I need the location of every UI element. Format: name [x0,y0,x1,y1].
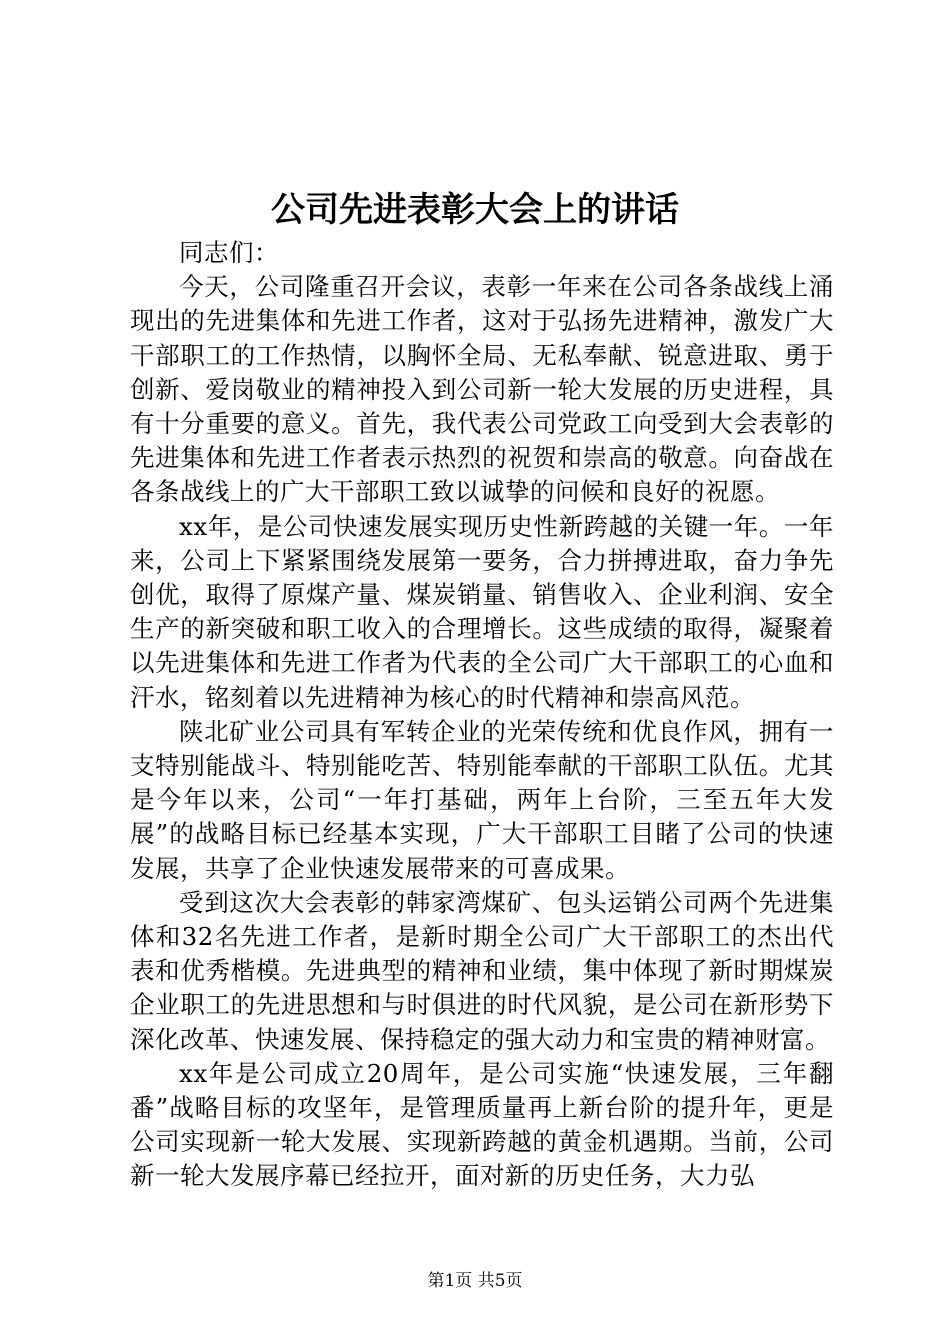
document-title: 公司先进表彰大会上的讲话 [271,190,679,230]
paragraph: 陕北矿业公司具有军转企业的光荣传统和优良作风，拥有一支特别能战斗、特别能吃苦、特别能奉献的干部职工队伍。尤其是今年以来，公司“一年打基础，两年上台阶，三至五年大发展”的战略目标已经基本实现，广大干部职工目睹了公司的快速发展，共享了企业快速发展带来的可喜成果。 [130,716,834,883]
page-number-footer: 第1页 共5页 [427,1271,523,1291]
salutation: 同志们： [179,238,279,267]
paragraph: 今天，公司隆重召开会议，表彰一年来在公司各条战线上涌现出的先进集体和先进工作者，这对于弘扬先进精神，激发广大干部职工的工作热情，以胸怀全局、无私奉献、锐意进取、勇于创新、爱岗敬业的精神投入到公司新一轮大发展的历史进程，具有十分重要的意义。首先，我代表公司党政工向受到大会表彰的先进集体和先进工作者表示热烈的祝贺和崇高的敬意。向奋战在各条战线上的广大干部职工致以诚挚的问候和良好的祝愿。 [130,272,834,507]
document-body [130,236,834,1194]
paragraph: xx年，是公司快速发展实现历史性新跨越的关键一年。一年来，公司上下紧紧围绕发展第一要务，合力拼搏进取，奋力争先创优，取得了原煤产量、煤炭销量、销售收入、企业利润、安全生产的新突破和职工收入的合理增长。这些成绩的取得，凝聚着以先进集体和先进工作者为代表的全公司广大干部职工的心血和汗水，铭刻着以先进精神为核心的时代精神和崇高风范。 [130,511,834,712]
paragraph: xx年是公司成立20周年，是公司实施“快速发展，三年翻番”战略目标的攻坚年，是管理质量再上新台阶的提升年，更是公司实现新一轮大发展、实现新跨越的黄金机遇期。当前，公司新一轮大发展序幕已经拉开，面对新的历史任务，大力弘 [130,1058,834,1191]
paragraph: 受到这次大会表彰的韩家湾煤矿、包头运销公司两个先进集体和32名先进工作者，是新时期全公司广大干部职工的杰出代表和优秀楷模。先进典型的精神和业绩，集中体现了新时期煤炭企业职工的先进思想和与时俱进的时代风貌，是公司在新形势下深化改革、快速发展、保持稳定的强大动力和宝贵的精神财富。 [130,887,834,1054]
